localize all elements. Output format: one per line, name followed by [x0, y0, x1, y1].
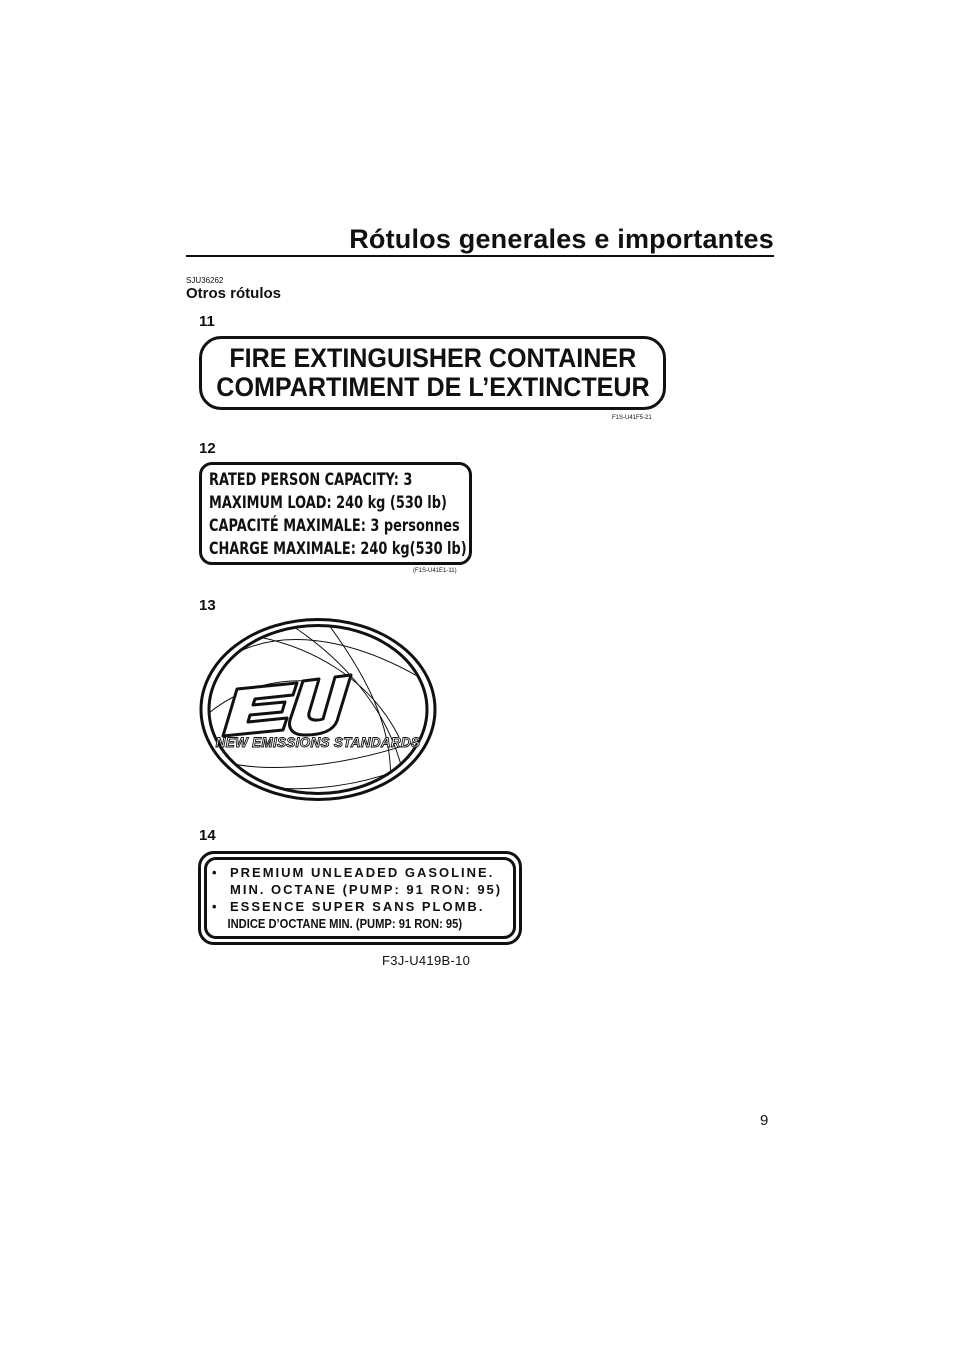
label-line: MIN. OCTANE (PUMP: 91 RON: 95) [230, 882, 503, 897]
bullet-icon: • [212, 865, 219, 880]
label-line: INDICE D’OCTANE MIN. (PUMP: 91 RON: 95) [227, 916, 463, 931]
label-line: CHARGE MAXIMALE: 240 kg(530 lb) [209, 539, 467, 559]
title-rule [186, 255, 774, 257]
section-heading: Otros rótulos [186, 285, 282, 302]
fire-extinguisher-label [199, 336, 666, 410]
label-line: COMPARTIMENT DE L’EXTINCTEUR [215, 372, 650, 402]
label-line: FIRE EXTINGUISHER CONTAINER [229, 343, 636, 373]
label-code: F1S-U41F5-21 [612, 415, 652, 421]
label-number-14: 14 [199, 827, 216, 844]
label-line: PREMIUM UNLEADED GASOLINE. [230, 865, 495, 880]
label-code: F3J-U419B-10 [382, 953, 471, 968]
label-line: MAXIMUM LOAD: 240 kg (530 lb) [209, 493, 447, 513]
label-line: ESSENCE SUPER SANS PLOMB. [230, 899, 485, 914]
fuel-label [212, 864, 512, 932]
label-number-12: 12 [199, 440, 216, 457]
label-line: RATED PERSON CAPACITY: 3 [209, 470, 413, 490]
label-code: (F1S-U41E1-11) [413, 568, 457, 574]
section-code: SJU36262 [186, 276, 224, 285]
label-line: CAPACITÉ MAXIMALE: 3 personnes [209, 516, 460, 536]
label-number-11: 11 [199, 313, 215, 330]
eu-emissions-emblem [199, 617, 437, 802]
capacity-label [199, 462, 472, 565]
page-title: Rótulos generales e importantes [349, 224, 774, 254]
bullet-icon: • [212, 899, 219, 914]
label-number-13: 13 [199, 597, 216, 614]
page-number: 9 [760, 1112, 769, 1129]
emblem-text: NEW EMISSIONS STANDARDS [215, 735, 421, 750]
